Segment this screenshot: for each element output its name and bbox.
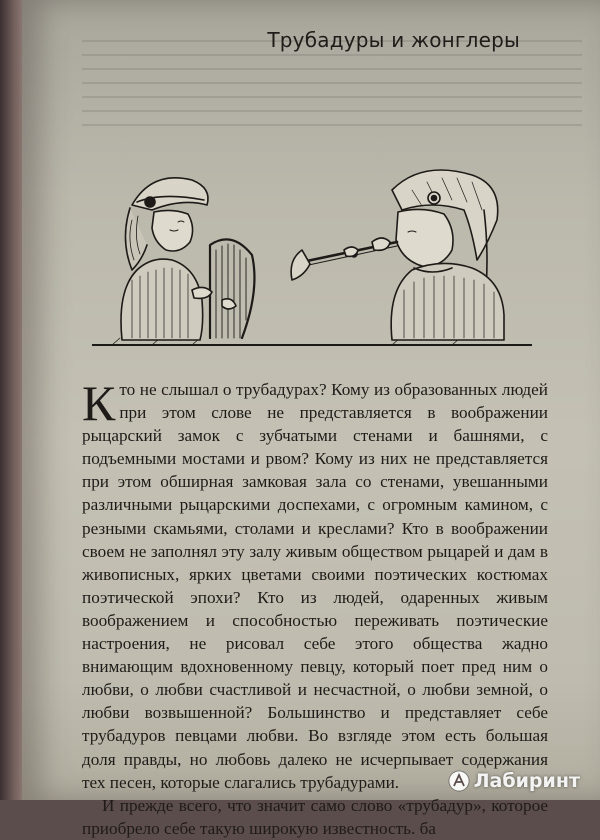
drop-cap: К — [82, 375, 116, 431]
paragraph-1-text: то не слышал о трубадурах? Кому из образованных людей при этом слове не представляется в воображении рыцарский замок с зубчатыми стенами и башнями, с подъемными мостами и рвом? Кому из них не представляется при этом обширная замковая зала со стенами, увешанными различными рыцарскими доспехами, с огромным камином, с резными скамьями, столами и креслами? Кто в воображении своем не заполнял эту залу живым обществом рыцарей и дам в живописных, ярких цветами своими поэтических костюмах поэтической эпохи? Кто из людей, одаренных живым воображением и способностью переживать поэтические настроения, не рисовал себе этого общества жадно внимающим вдохновенному певцу, который поет пред ним о любви, о любви счастливой и несчастной, о любви земной, о любви возвышенной? Большинство и представляет себе трубадуров певцами любви. Во взгляде этом есть большая доля правды, но любовь далеко не исчерпывает содержания тех песен, которые слагались трубадурами. — [82, 380, 548, 792]
labirint-logo-icon — [448, 770, 470, 792]
labirint-watermark — [448, 770, 580, 792]
book-page — [22, 0, 600, 838]
running-head: Трубадуры и жонглеры — [267, 28, 520, 52]
troubadour-illustration — [92, 150, 532, 350]
harpist-figure — [121, 178, 254, 340]
paragraph-2: И прежде всего, что значит само слово «трубадур», которое приобрело себе такую широкую известность. ба — [82, 795, 548, 838]
trumpeter-figure — [291, 170, 504, 340]
paragraph-1 — [82, 375, 548, 794]
book-spine — [0, 0, 22, 800]
watermark-text: Лабиринт — [473, 770, 580, 792]
